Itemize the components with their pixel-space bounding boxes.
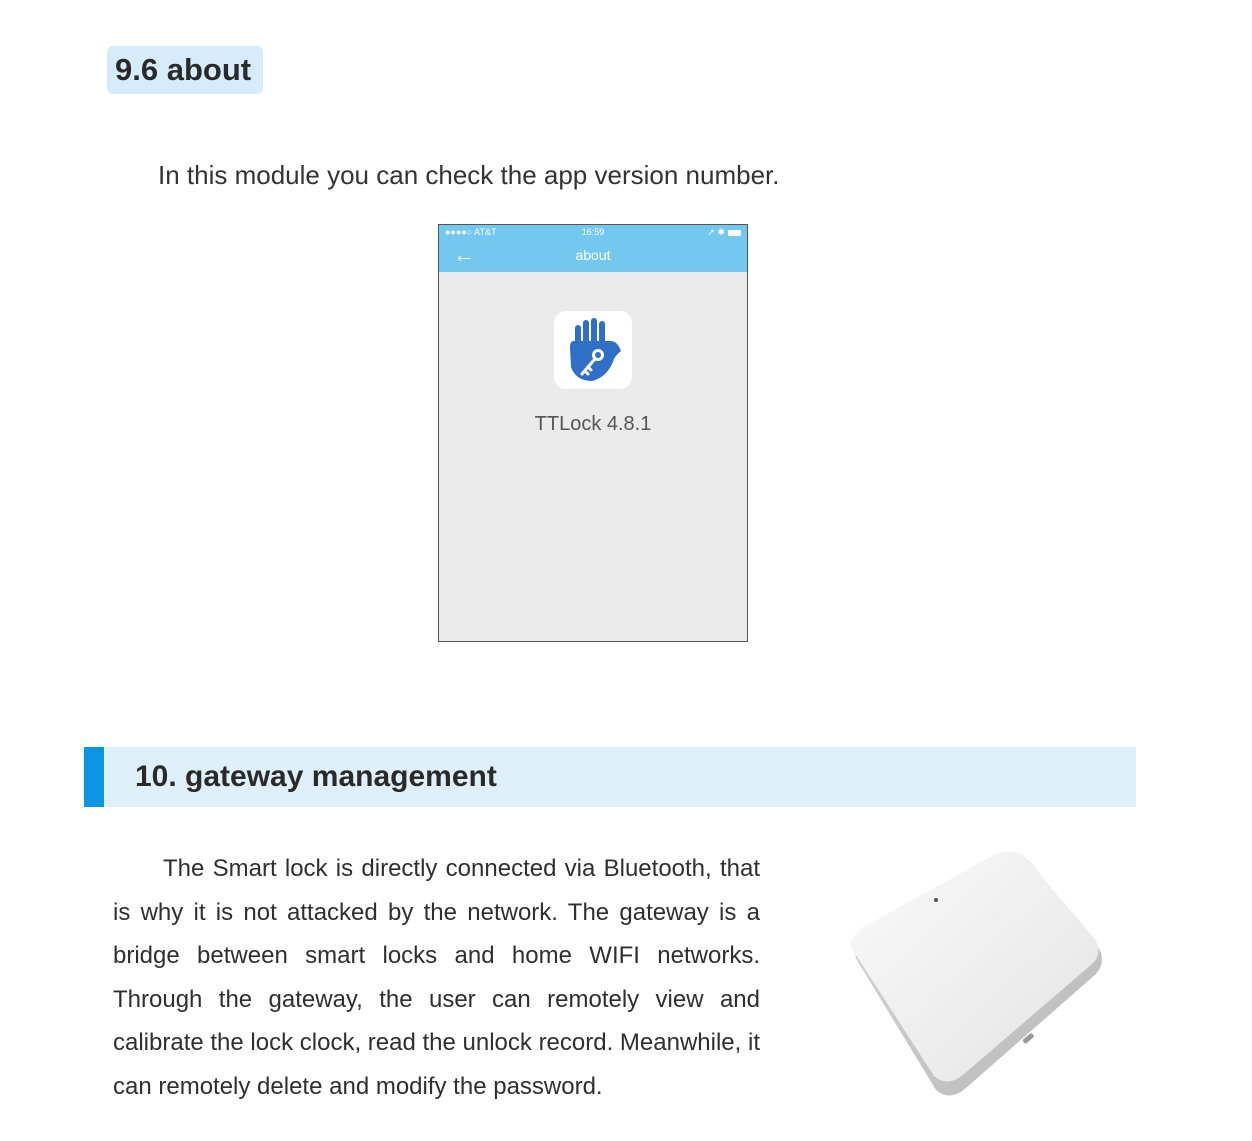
status-time: 16:59 [581,227,605,237]
status-icons [707,227,741,238]
battery-icon [728,230,741,236]
nav-title: about [575,247,611,263]
intro-text: In this module you can check the app version number. [158,160,780,190]
status-right-icons: ➚ ✱ [707,227,725,237]
status-carrier: ●●●●○ AT&T [445,227,497,237]
section-10-header [84,747,1136,807]
hand-key-icon [554,311,632,389]
gateway-device-image [846,852,1108,1102]
app-nav-bar [439,225,747,272]
section-9-6-heading: 9.6 about [107,46,263,94]
phone-screenshot [438,224,748,642]
app-version-label: TTLock 4.8.1 [534,413,652,435]
arrow-left-icon[interactable]: ← [453,242,475,267]
gateway-description: The Smart lock is directly connected via Bluetooth, that is why it is not attacked by the network. The gateway is a bridge between smart locks and home WIFI networks. Through the gateway, the user can remotely view and calibrate the lock clock, read the unlock record. Meanwhile, it can remotely delete and modify the password. [113,855,760,1100]
section-10-title: 10. gateway management [135,760,497,793]
section-accent-bar [84,747,104,807]
